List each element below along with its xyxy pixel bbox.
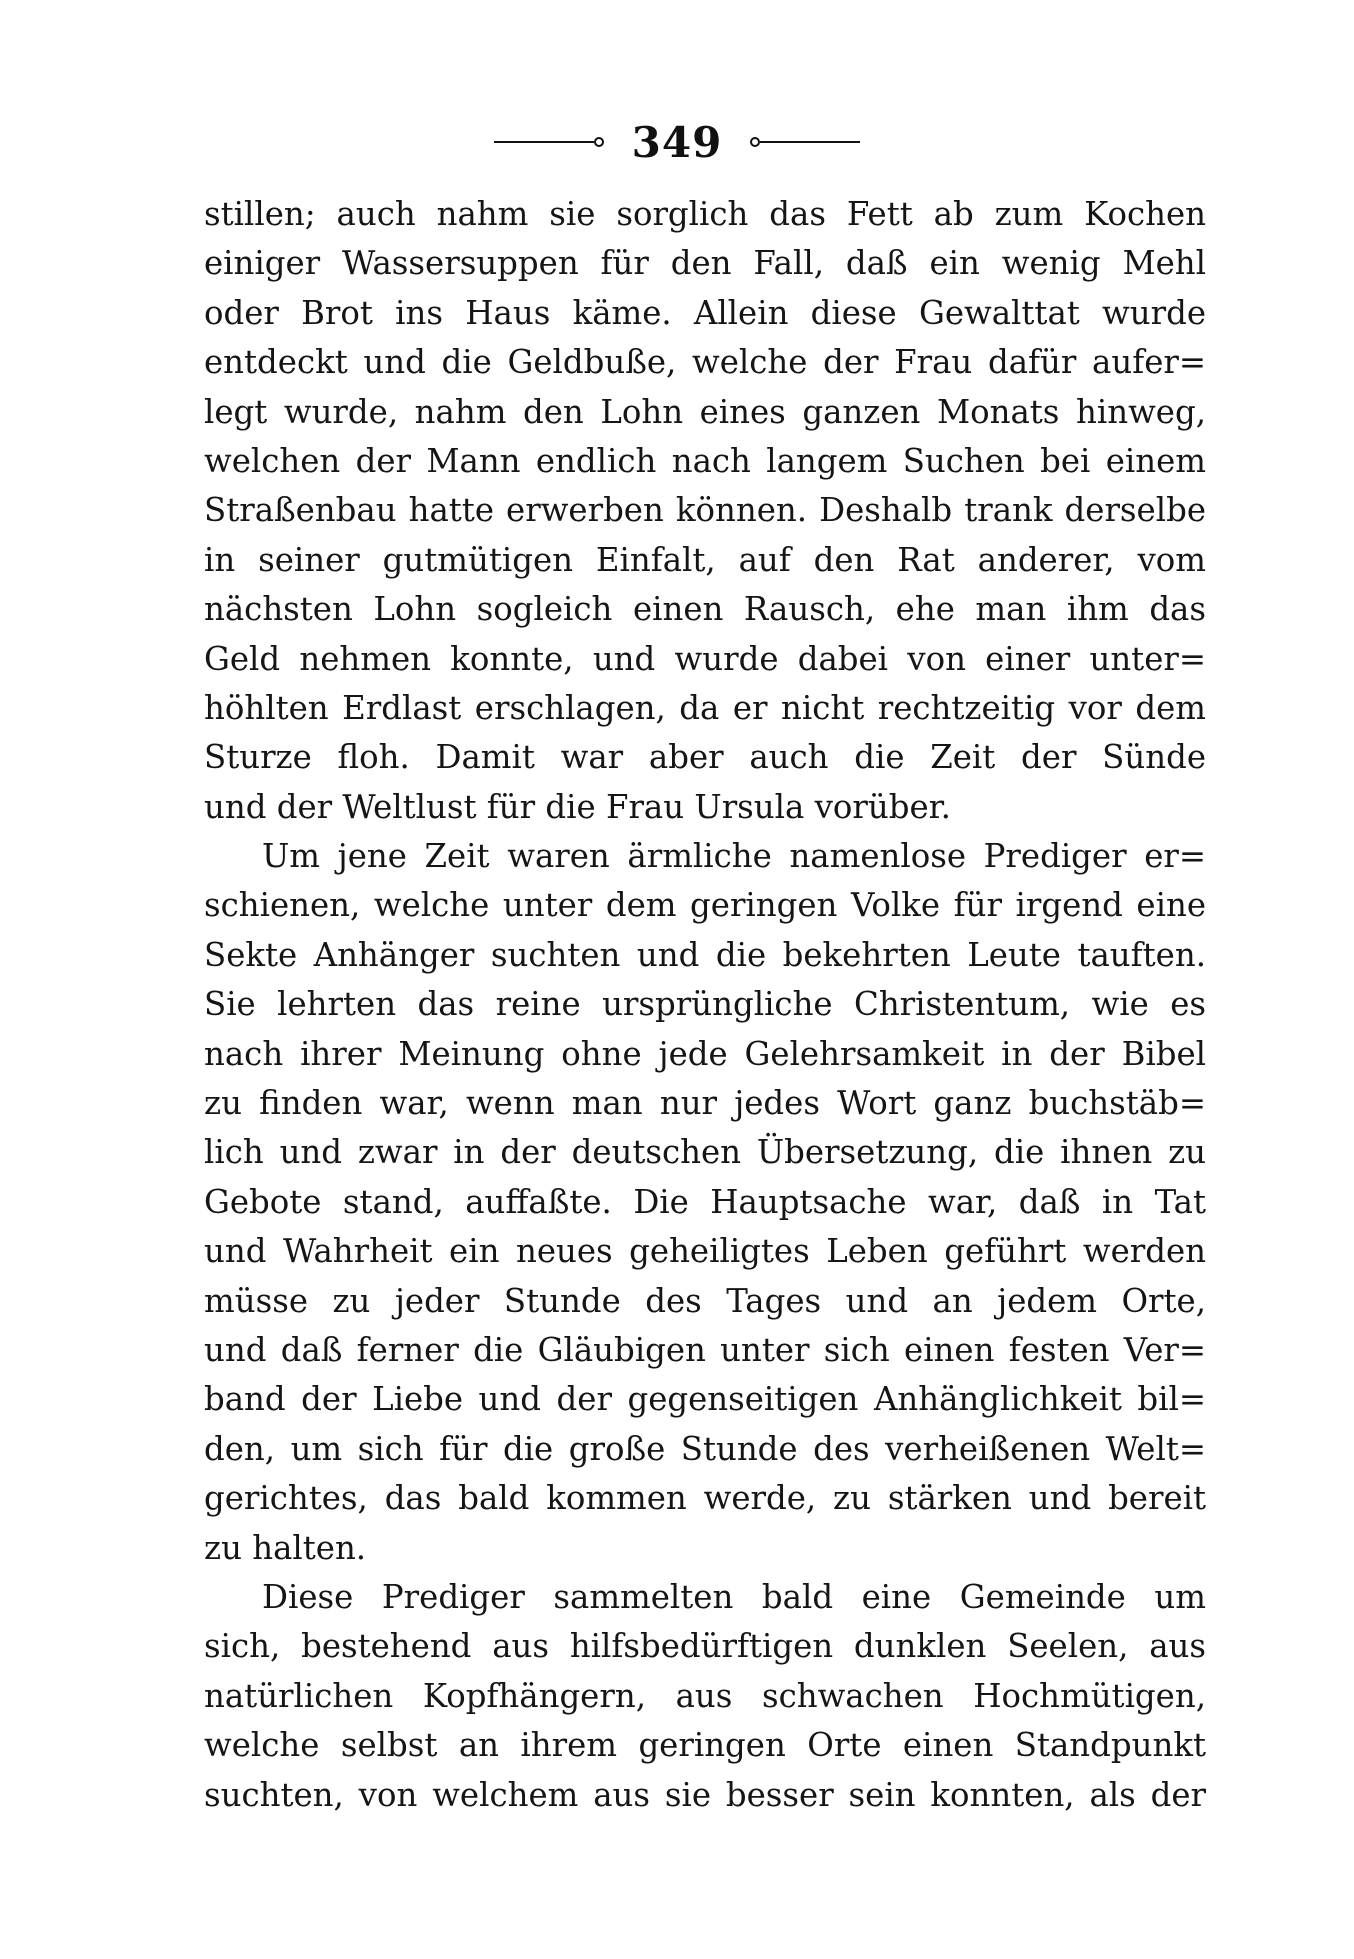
left-ornament-rule [494,137,604,147]
text-line: gerichtes, das bald kommen werde, zu stärken und bereit [204,1479,1206,1518]
text-line: schienen, welche unter dem geringen Volke für irgend eine [204,886,1206,925]
text-line: natürlichen Kopfhängern, aus schwachen Hochmütigen, [204,1676,1206,1715]
text-line: in seiner gutmütigen Einfalt, auf den Rat anderer, vom [204,540,1206,579]
paragraph-start-line: Um jene Zeit waren ärmliche namenlose Prediger er= [262,837,1206,876]
text-line: Gebote stand, auffaßte. Die Hauptsache war, daß in Tat [204,1182,1206,1221]
text-line: legt wurde, nahm den Lohn eines ganzen Monats hinweg, [204,392,1206,431]
text-line: höhlten Erdlast erschlagen, da er nicht rechtzeitig vor dem [204,688,1206,727]
text-line: Geld nehmen konnte, und wurde dabei von einer unter= [204,639,1206,678]
text-line: Sekte Anhänger suchten und die bekehrten Leute tauften. [204,935,1206,974]
page-header [0,112,1354,172]
paragraph-end-line: und der Weltlust für die Frau Ursula vorüber. [204,787,951,826]
text-line: oder Brot ins Haus käme. Allein diese Gewalttat wurde [204,293,1206,332]
text-line: müsse zu jeder Stunde des Tages und an jedem Orte, [204,1281,1206,1320]
text-line: nach ihrer Meinung ohne jede Gelehrsamkeit in der Bibel [204,1034,1206,1073]
right-ornament-rule [750,137,860,147]
text-line: band der Liebe und der gegenseitigen Anhänglichkeit bil= [204,1380,1206,1419]
text-line: den, um sich für die große Stunde des verheißenen Welt= [204,1429,1206,1468]
text-line: suchten, von welchem aus sie besser sein konnten, als der [204,1775,1206,1814]
text-line: sich, bestehend aus hilfsbedürftigen dunklen Seelen, aus [204,1627,1206,1666]
page-number: 349 [631,117,723,167]
text-line: welchen der Mann endlich nach langem Suchen bei einem [204,441,1206,480]
paragraph-start-line: Diese Prediger sammelten bald eine Gemeinde um [262,1577,1206,1616]
text-line: einiger Wassersuppen für den Fall, daß ein wenig Mehl [204,244,1206,283]
paragraph-end-line: zu halten. [204,1528,367,1567]
body-text [204,190,1206,1820]
text-line: welche selbst an ihrem geringen Orte einen Standpunkt [204,1726,1206,1765]
text-line: lich und zwar in der deutschen Übersetzung, die ihnen zu [204,1133,1206,1172]
text-line: entdeckt und die Geldbuße, welche der Frau dafür aufer= [204,343,1206,382]
text-line: und daß ferner die Gläubigen unter sich einen festen Ver= [204,1330,1206,1369]
text-line: Sie lehrten das reine ursprüngliche Christentum, wie es [204,985,1206,1024]
text-line: stillen; auch nahm sie sorglich das Fett ab zum Kochen [204,195,1206,233]
text-line: Straßenbau hatte erwerben können. Deshalb trank derselbe [204,491,1206,530]
text-line: nächsten Lohn sogleich einen Rausch, ehe man ihm das [204,590,1206,629]
text-line: zu finden war, wenn man nur jedes Wort ganz buchstäb= [204,1084,1206,1123]
text-line: Sturze floh. Damit war aber auch die Zeit der Sünde [204,738,1206,777]
text-line: und Wahrheit ein neues geheiligtes Leben geführt werden [204,1232,1206,1271]
